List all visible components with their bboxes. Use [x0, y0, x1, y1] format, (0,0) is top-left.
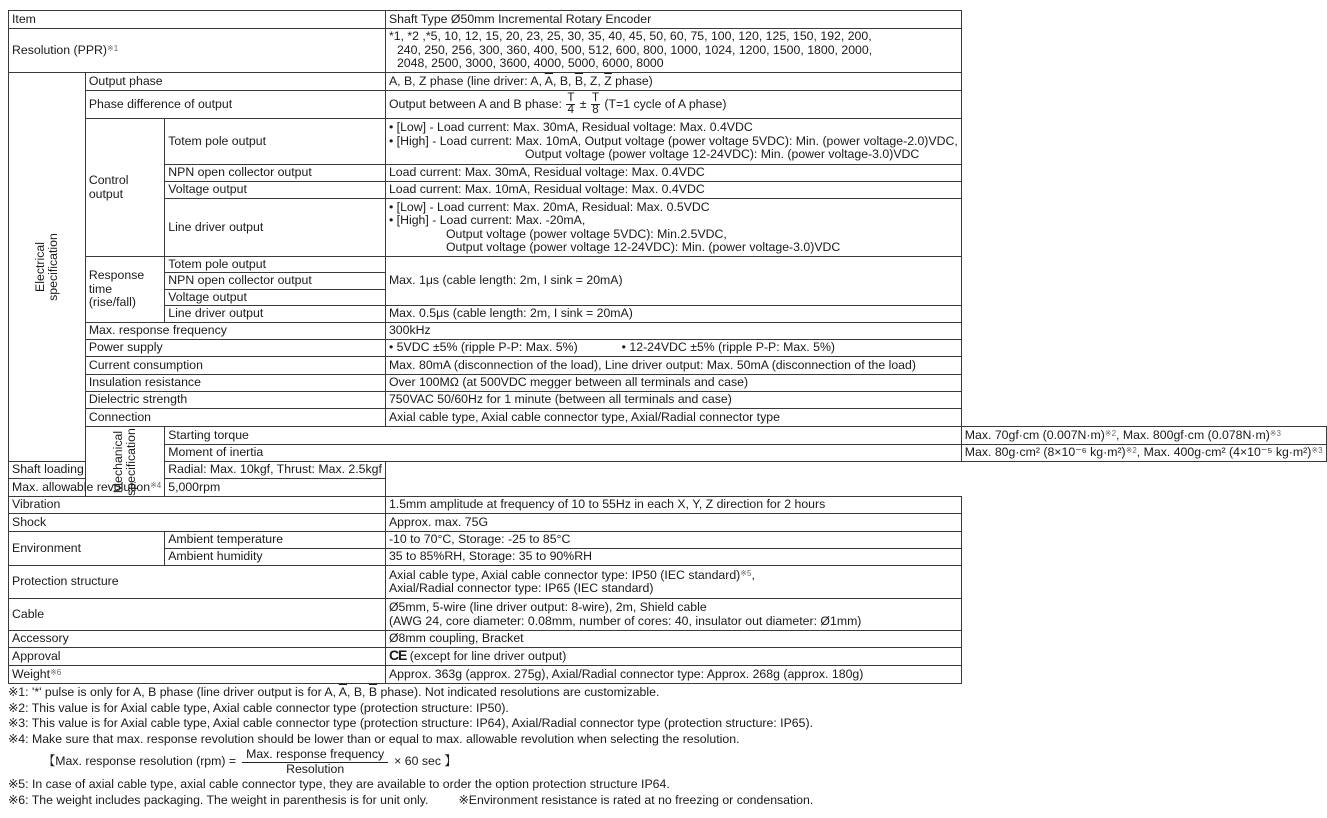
table-row-max-response-frequency — [9, 323, 1327, 340]
table-row-dielectric — [9, 392, 1327, 409]
table-row-weight — [9, 666, 1327, 684]
insulation-resistance-label: Insulation resistance — [85, 375, 385, 392]
ambient-humidity-label: Ambient humidity — [165, 549, 386, 566]
weight-value: Approx. 363g (approx. 275g), Axial/Radial connector type: Approx. 268g (approx. 180g) — [385, 666, 961, 684]
resolution-values: *1, *2 ,*5, 10, 12, 15, 20, 23, 25, 30, 35, 40, 45, 50, 60, 75, 100, 120, 125, 150, 192, 200, 240, 250, 256, 300, 360, 400, 500, 512, 600, 800, 1000, 1024, 1200, 1500, 1800, 2000, 2048, 2500, 3000, 3600, 4000, 5000, 6000, 8000 — [385, 29, 961, 73]
ambient-temperature-value: -10 to 70°C, Storage: -25 to 85°C — [385, 532, 961, 549]
insulation-resistance-value: Over 100MΩ (at 500VDC megger between all terminals and case) — [385, 375, 961, 392]
table-row-insulation — [9, 375, 1327, 392]
table-row-ambient-temperature — [9, 532, 1327, 549]
output-phase-value: A, B, Z phase (line driver: A, $\overline{A}$, B, $\overline{B}$, Z, $\overline{Z}$ phase) — [385, 73, 961, 91]
environment-note: ※Environment resistance is rated at no freezing or condensation. — [458, 792, 814, 807]
footnote-6: ※6: The weight includes packaging. The weight in parenthesis is for unit only. ※Environment resistance is rated at no freezing or condensation. — [8, 792, 814, 807]
table-row-response-totem — [9, 257, 1327, 273]
line-driver-value: • [Low] - Load current: Max. 20mA, Residual: Max. 0.5VDC • [High] - Load current: Max. -20mA, Output voltage (power voltage 5VDC): Min.2.5VDC, Output voltage (power voltage 12-24VDC): Min. (power voltage-3.0)VDC — [385, 199, 961, 257]
footnote-1: ※1: '*' pulse is only for A, B phase (line driver output is for A, $\overline{A}$, B, $\overline{B}$ phase). Not indicated resolutions are customizable. — [8, 685, 660, 699]
header-item-label: Item — [9, 11, 386, 29]
connection-label: Connection — [85, 409, 385, 427]
table-row-vibration — [9, 497, 1327, 514]
output-phase-label: Output phase — [85, 73, 385, 91]
max-allowable-revolution-label: Max. allowable revolution$^{※4}$ — [9, 479, 165, 497]
footnote-3: ※3: This value is for Axial cable type, Axial cable connector type (protection structure: IP64), Axial/Radial connector type (protection structure: IP65). — [8, 716, 813, 730]
response-totem-label: Totem pole output — [165, 257, 386, 273]
shock-label: Shock — [9, 514, 386, 532]
table-row-line-driver — [9, 199, 1327, 257]
table-row-resolution — [9, 29, 1327, 73]
table-row-max-allowable-revolution — [9, 479, 1327, 497]
dielectric-strength-label: Dielectric strength — [85, 392, 385, 409]
accessory-label: Accessory — [9, 631, 386, 648]
cable-value: Ø5mm, 5-wire (line driver output: 8-wire), 2m, Shield cable (AWG 24, core diameter: 0.08mm, number of cores: 40, insulator out diameter: Ø1mm) — [385, 599, 961, 631]
shock-value: Approx. max. 75G — [385, 514, 961, 532]
table-row-starting-torque — [9, 427, 1327, 445]
totem-pole-value: • [Low] - Load current: Max. 30mA, Residual voltage: Max. 0.4VDC • [High] - Load current: Max. 10mA, Output voltage (power voltage 5VDC): Min. (power voltage-2.0)VDC, Output voltage (power voltage 12-24VDC): Min. (power voltage-3.0)VDC — [385, 119, 961, 165]
table-row-cable — [9, 599, 1327, 631]
table-row-totem-pole — [9, 119, 1327, 165]
response-time-label: Response time (rise/fall) — [85, 257, 164, 323]
table-row-approval — [9, 648, 1327, 666]
table-row-power-supply — [9, 340, 1327, 357]
response-line-driver-value: Max. 0.5μs (cable length: 2m, I sink = 20mA) — [385, 306, 961, 323]
max-response-frequency-label: Max. response frequency — [85, 323, 385, 340]
footnote-ref: ※1 — [107, 43, 119, 53]
table-row-accessory — [9, 631, 1327, 648]
current-consumption-label: Current consumption — [85, 357, 385, 375]
current-consumption-value: Max. 80mA (disconnection of the load), Line driver output: Max. 50mA (disconnection of the load) — [385, 357, 961, 375]
table-row-shock — [9, 514, 1327, 532]
voltage-output-label: Voltage output — [165, 182, 386, 199]
response-line-driver-label: Line driver output — [165, 306, 386, 323]
response-npn-label: NPN open collector output — [165, 273, 386, 290]
table-row-protection-structure — [9, 566, 1327, 599]
table-row-shaft-loading — [9, 462, 1327, 479]
connection-value: Axial cable type, Axial cable connector type, Axial/Radial connector type — [385, 409, 961, 427]
line-driver-label: Line driver output — [165, 199, 386, 257]
cable-label: Cable — [9, 599, 386, 631]
moment-of-inertia-value: Max. 80g·cm² (8×10⁻⁶ kg·m²)$^{※2}$, Max. 400g·cm² (4×10⁻⁵ kg·m²)$^{※3}$ — [961, 445, 1326, 462]
response-time-value: Max. 1μs (cable length: 2m, I sink = 20mA) — [385, 257, 961, 306]
voltage-output-value: Load current: Max. 10mA, Residual voltage: Max. 0.4VDC — [385, 182, 961, 199]
table-row-ambient-humidity — [9, 549, 1327, 566]
table-row-npn — [9, 165, 1327, 182]
table-row-current-consumption — [9, 357, 1327, 375]
footnote-2: ※2: This value is for Axial cable type, Axial cable connector type (protection structure: IP50). — [8, 700, 509, 715]
vibration-label: Vibration — [9, 497, 386, 514]
footnote-4: ※4: Make sure that max. response revolution should be lower than or equal to max. allowable revolution when selecting the resolution. — [8, 731, 740, 746]
totem-pole-label: Totem pole output — [165, 119, 386, 165]
npn-value: Load current: Max. 30mA, Residual voltage: Max. 0.4VDC — [385, 165, 961, 182]
protection-structure-value: Axial cable type, Axial cable connector type: IP50 (IEC standard)$^{※5}$, Axial/Radial connector type: IP65 (IEC standard) — [385, 566, 961, 599]
ambient-temperature-label: Ambient temperature — [165, 532, 386, 549]
table-row-voltage — [9, 182, 1327, 199]
vibration-value: 1.5mm amplitude at frequency of 10 to 55Hz in each X, Y, Z direction for 2 hours — [385, 497, 961, 514]
response-voltage-label: Voltage output — [165, 290, 386, 306]
moment-of-inertia-label: Moment of inertia — [165, 445, 962, 462]
max-allowable-revolution-value: 5,000rpm — [165, 479, 386, 497]
shaft-loading-value: Radial: Max. 10kgf, Thrust: Max. 2.5kgf — [165, 462, 386, 479]
ambient-humidity-value: 35 to 85%RH, Storage: 35 to 90%RH — [385, 549, 961, 566]
shaft-loading-label: Shaft loading — [9, 462, 165, 479]
accessory-value: Ø8mm coupling, Bracket — [385, 631, 961, 648]
footnote-5: ※5: In case of axial cable type, axial cable connector type, they are available to order the option protection structure IP64. — [8, 777, 670, 791]
table-row-header — [9, 11, 1327, 29]
power-supply-value: • 5VDC ±5% (ripple P-P: Max. 5%) • 12-24VDC ±5% (ripple P-P: Max. 5%) — [385, 340, 961, 357]
power-supply-label: Power supply — [85, 340, 385, 357]
starting-torque-label: Starting torque — [165, 427, 962, 445]
table-row-response-line-driver — [9, 306, 1327, 323]
approval-label: Approval — [9, 648, 386, 666]
max-response-frequency-value: 300kHz — [385, 323, 961, 340]
spec-table — [8, 10, 1327, 684]
npn-label: NPN open collector output — [165, 165, 386, 182]
resolution-label: Resolution (PPR)$^{※1}$ — [9, 29, 386, 73]
mechanical-spec-section: Mechanical specification — [85, 427, 164, 497]
electrical-spec-section: Electrical specification — [9, 73, 86, 462]
weight-label: Weight$^{※6}$ — [9, 666, 386, 684]
dielectric-strength-value: 750VAC 50/60Hz for 1 minute (between all terminals and case) — [385, 392, 961, 409]
control-output-label: Control output — [85, 119, 164, 257]
phase-difference-value: Output between A and B phase: $\frac{T}{4}$ ± $\frac{T}{8}$ (T=1 cycle of A phase) — [385, 91, 961, 119]
ce-mark-icon: CE — [388, 647, 407, 664]
table-row-phase-difference — [9, 91, 1327, 119]
header-product-title: Shaft Type Ø50mm Incremental Rotary Encoder — [385, 11, 961, 29]
environment-label: Environment — [9, 532, 165, 566]
table-row-connection — [9, 409, 1327, 427]
table-row-output-phase — [9, 73, 1327, 91]
phase-difference-label: Phase difference of output — [85, 91, 385, 119]
table-row-moment-of-inertia — [9, 445, 1327, 462]
approval-value: CE (except for line driver output) — [385, 648, 961, 666]
response-formula: 【Max. response resolution (rpm) = Max. response frequency Resolution × 60 sec 】 — [43, 747, 457, 776]
footnotes — [8, 685, 813, 808]
starting-torque-value: Max. 70gf·cm $(0.007N\cdot m)^{※2}$, Max. 800gf·cm $(0.078N\cdot m)^{※3}$ — [961, 427, 1326, 445]
protection-structure-label: Protection structure — [9, 566, 386, 599]
